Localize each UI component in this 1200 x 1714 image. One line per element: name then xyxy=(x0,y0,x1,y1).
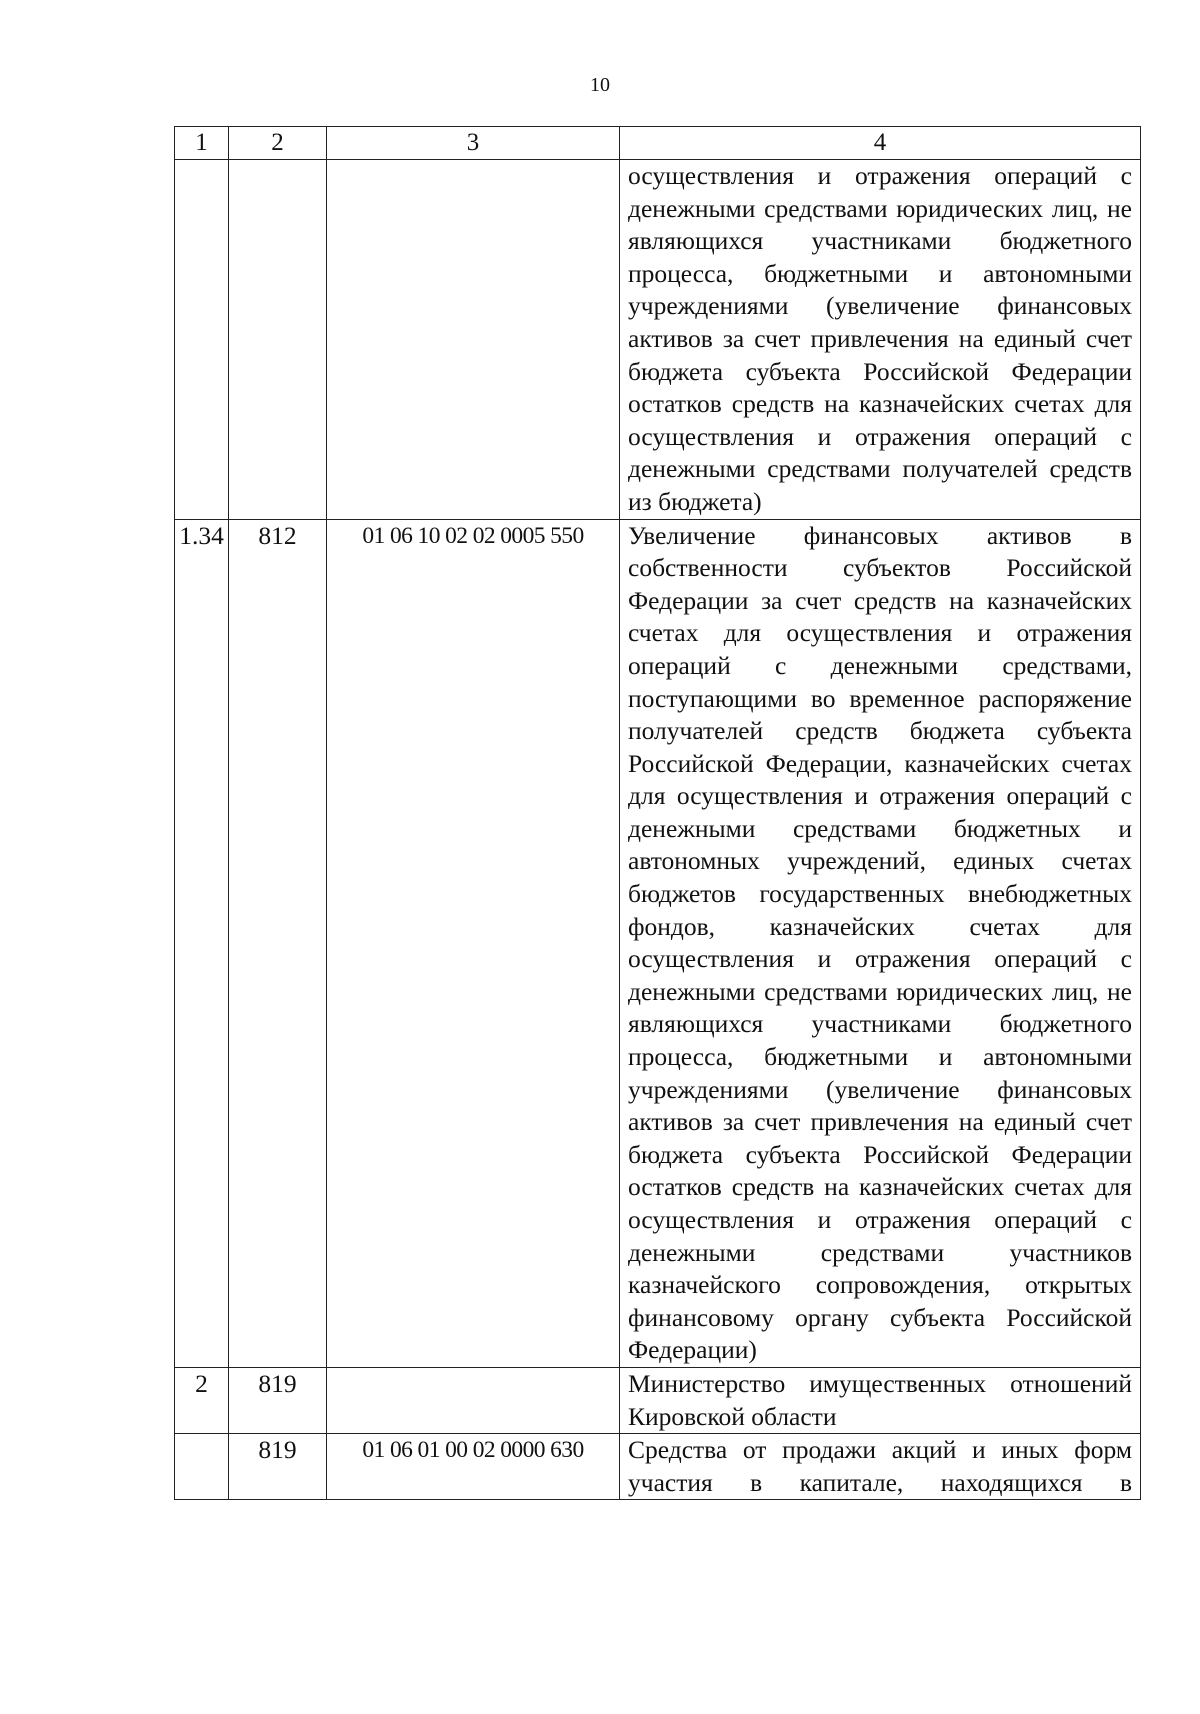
header-col-3: 3 xyxy=(327,127,620,160)
budget-code xyxy=(327,160,620,520)
budget-code: 01 06 01 00 02 0000 630 xyxy=(327,1434,620,1500)
admin-code xyxy=(229,160,327,520)
table-row xyxy=(175,160,1141,520)
table-row xyxy=(175,519,1141,1367)
table-row xyxy=(175,1434,1141,1500)
row-number xyxy=(175,160,229,520)
header-col-1: 1 xyxy=(175,127,229,160)
row-description: осуществления и отражения операций с денежными средствами юридических лиц, не являющихся участниками бюджетного процесса, бюджетными и автономными учреждениями (увеличение финансовых активов за счет привлечения на единый счет бюджета субъекта Российской Федерации остатков средств на казначейских счетах для осуществления и отражения операций с денежными средствами получателей средств из бюджета) xyxy=(620,160,1141,520)
admin-code: 812 xyxy=(229,519,327,1367)
row-number: 2 xyxy=(175,1367,229,1433)
table-row xyxy=(175,1367,1141,1433)
page-number: 10 xyxy=(590,74,610,96)
header-col-2: 2 xyxy=(229,127,327,160)
row-number xyxy=(175,1434,229,1500)
row-description: Министерство имущественных отношений Кировской области xyxy=(620,1367,1141,1433)
row-description: Увеличение финансовых активов в собственности субъектов Российской Федерации за счет средств на казначейских счетах для осуществления и отражения операций с денежными средствами, поступающими во временное распоряжение получателей средств бюджета субъекта Российской Федерации, казначейских счетах для осуществления и отражения операций с денежными средствами бюджетных и автономных учреждений, единых счетах бюджетов государственных внебюджетных фондов, казначейских счетах для осуществления и отражения операций с денежными средствами юридических лиц, не являющихся участниками бюджетного процесса, бюджетными и автономными учреждениями (увеличение финансовых активов за счет привлечения на единый счет бюджета субъекта Российской Федерации остатков средств на казначейских счетах для осуществления и отражения операций с денежными средствами участников казначейского сопровождения, открытых финансовому органу субъекта Российской Федерации) xyxy=(620,519,1141,1367)
header-row xyxy=(175,127,1141,160)
admin-code: 819 xyxy=(229,1434,327,1500)
row-number: 1.34 xyxy=(175,519,229,1367)
budget-code: 01 06 10 02 02 0005 550 xyxy=(327,519,620,1367)
admin-code: 819 xyxy=(229,1367,327,1433)
row-description: Средства от продажи акций и иных форм участия в капитале, находящихся в xyxy=(620,1434,1141,1500)
budget-code xyxy=(327,1367,620,1433)
budget-code-table xyxy=(174,126,1141,1500)
header-col-4: 4 xyxy=(620,127,1141,160)
